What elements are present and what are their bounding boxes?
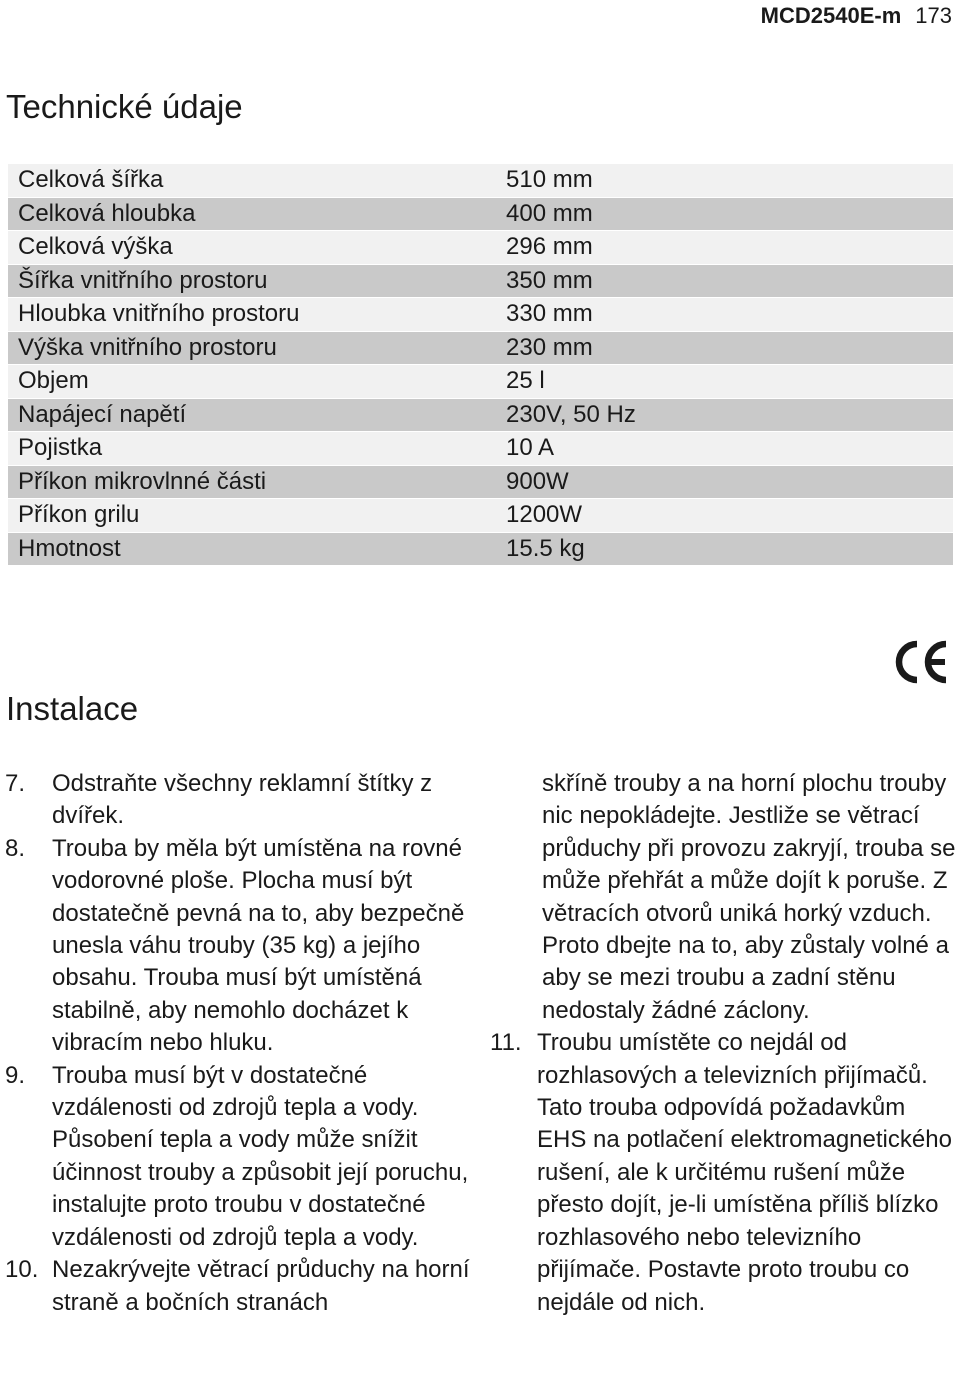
item-text: Trouba musí být v dostatečné vzdálenosti od zdrojů tepla a vody. Působení tepla a vody může snížit účinnost trouby a způsobit její poruchu, instalujte proto troubu v dostatečné vzdálenosti od zdrojů tepla a vody. — [52, 1061, 469, 1251]
spec-value: 25 l — [486, 365, 953, 399]
tech-section-title: Technické údaje — [6, 88, 243, 125]
list-item — [490, 1027, 960, 1319]
spec-label: Celková výška — [8, 231, 486, 265]
spec-value: 230 mm — [486, 331, 953, 365]
spec-value: 296 mm — [486, 231, 953, 265]
table-row — [8, 398, 953, 432]
spec-label: Hloubka vnitřního prostoru — [8, 298, 486, 332]
spec-label: Pojistka — [8, 432, 486, 466]
page-header — [761, 0, 952, 32]
item-number: 8. — [5, 834, 26, 862]
spec-label: Celková šířka — [8, 164, 486, 197]
ce-mark-icon — [890, 632, 950, 692]
spec-value: 1200W — [486, 499, 953, 533]
install-column-left — [5, 768, 475, 1319]
spec-value: 230V, 50 Hz — [486, 398, 953, 432]
table-row — [8, 465, 953, 499]
page-number: 173 — [915, 3, 952, 28]
spec-value: 330 mm — [486, 298, 953, 332]
item-number: 10. — [5, 1256, 39, 1284]
spec-label: Šířka vnitřního prostoru — [8, 264, 486, 298]
list-item — [5, 833, 475, 1060]
list-item — [5, 1060, 475, 1254]
spec-label: Napájecí napětí — [8, 398, 486, 432]
table-row — [8, 365, 953, 399]
spec-value: 350 mm — [486, 264, 953, 298]
table-row — [8, 231, 953, 265]
spec-value: 15.5 kg — [486, 532, 953, 566]
install-column-right — [490, 768, 960, 1319]
item-number: 11. — [490, 1029, 522, 1057]
table-row — [8, 499, 953, 533]
spec-value: 900W — [486, 465, 953, 499]
table-row — [8, 164, 953, 197]
spec-value: 510 mm — [486, 164, 953, 197]
spec-label: Celková hloubka — [8, 197, 486, 231]
spec-label: Příkon mikrovlnné části — [8, 465, 486, 499]
item-number: 9. — [5, 1061, 26, 1089]
table-row — [8, 432, 953, 466]
table-row — [8, 532, 953, 566]
item-text-continuation: skříně trouby a na horní plochu trouby nic nepokládejte. Jestliže se větrací průduchy při provozu zakryjí, trouba se může přehřát a může dojít k poruše. Z větracích otvorů uniká horký vzduch. Proto dbejte na to, aby zůstaly volné a aby se mezi troubu a zadní stěnu nedostaly žádné záclony. — [542, 770, 956, 1024]
table-row — [8, 264, 953, 298]
table-row — [8, 197, 953, 231]
spec-label: Výška vnitřního prostoru — [8, 331, 486, 365]
spec-table — [8, 164, 953, 566]
spec-label: Hmotnost — [8, 532, 486, 566]
spec-value: 400 mm — [486, 197, 953, 231]
install-section-title: Instalace — [6, 690, 139, 727]
spec-value: 10 A — [486, 432, 953, 466]
list-item — [5, 1254, 475, 1319]
table-row — [8, 298, 953, 332]
item-text: Trouba by měla být umístěna na rovné vodorovné ploše. Plocha musí být dostatečně pevná na to, aby bezpečně unesla váhu trouby (35 kg) a jejího obsahu. Trouba musí být umístěná stabilně, aby nemohlo docházet k vibracím nebo hluku. — [52, 834, 465, 1057]
spec-label: Příkon grilu — [8, 499, 486, 533]
item-text: Troubu umístěte co nejdál od rozhlasových a televizních přijímačů. Tato trouba odpovídá požadavkům EHS na potlačení elektromagnetického rušení, ale k určitému rušení může přesto dojít, je-li umístěna příliš blízko rozhlasového nebo televizního přijímače. Postavte proto troubu co nejdále od nich. — [537, 1029, 952, 1316]
item-text: Odstraňte všechny reklamní štítky z dvířek. — [52, 770, 433, 830]
model-name: MCD2540E-m — [760, 3, 902, 28]
table-row — [8, 331, 953, 365]
item-text: Nezakrývejte větrací průduchy na horní straně a bočních stranách — [52, 1256, 470, 1316]
list-item — [5, 768, 475, 833]
item-number: 7. — [5, 770, 26, 797]
spec-label: Objem — [8, 365, 486, 399]
